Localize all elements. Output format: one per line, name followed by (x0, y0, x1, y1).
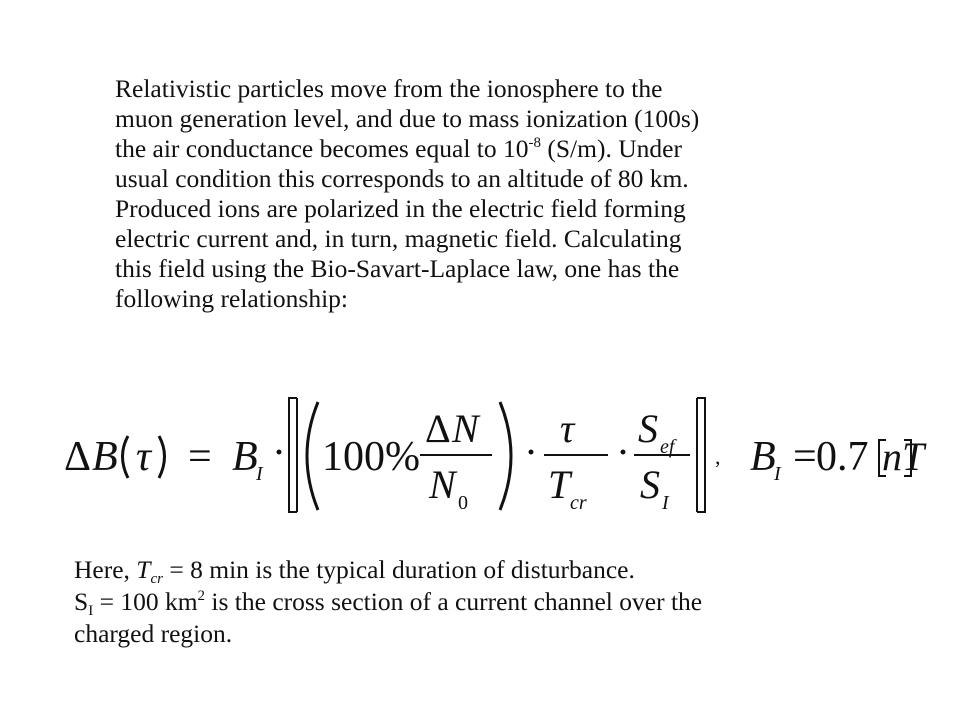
formula-paren-left (123, 436, 129, 478)
formula-big-paren-right (500, 402, 511, 510)
formula-equals: = (188, 434, 212, 480)
formula-delta: Δ (64, 434, 92, 480)
definition-SI-S: S (74, 587, 89, 616)
definition-Tcr-T: T (136, 555, 151, 584)
intro-line-6: electric current and, in turn, magnetic field. Calculating (115, 224, 682, 253)
intro-line-7: this field using the Bio-Savart-Laplace law, one has the (115, 254, 680, 283)
formula-BI2-base: B (750, 434, 776, 480)
formula-comma: , (715, 444, 721, 469)
intro-line-3 (115, 134, 855, 164)
formula-N0-sub: 0 (458, 492, 468, 514)
formula-N0-N: N (429, 462, 456, 507)
formula-big-paren-left (307, 402, 318, 510)
formula-Tcr-sub: cr (570, 492, 587, 514)
formula-paren-right (159, 436, 165, 478)
formula-SI-S: S (640, 462, 660, 507)
intro-line-3-pre: the air conductance becomes equal to 10 (115, 134, 529, 163)
intro-line-3-post: (S/m). Under (541, 134, 682, 163)
formula-dot-1: · (272, 430, 286, 476)
formula-deltaN-N: N (452, 406, 479, 451)
definition-Tcr-text: = 8 min is the typical duration of disturbance. (162, 555, 635, 584)
formula-dot-2: · (524, 430, 538, 476)
formula-Tcr-T: T (548, 462, 571, 507)
formula-BI-base: B (232, 434, 258, 480)
formula-deltaN-delta: Δ (425, 406, 451, 451)
definition-Tcr-sub: cr (150, 571, 163, 587)
formula-bracket-right (697, 398, 705, 512)
formula-tau-num: τ (560, 406, 575, 451)
formula-Sef-sub: ef (660, 436, 675, 458)
formula-bracket-left (289, 398, 297, 512)
formula-percent: 100% (322, 434, 420, 480)
formula-equals-2: = (793, 434, 817, 480)
definitions-paragraph (74, 554, 914, 650)
definition-SI-sup: 2 (197, 588, 206, 604)
formula-value: 0.7 (816, 434, 869, 480)
intro-line-8: following relationship: (115, 284, 349, 313)
definition-line-3: charged region. (74, 619, 233, 648)
definition-SI-mid: = 100 km (93, 587, 198, 616)
formula-Sef-S: S (638, 406, 658, 451)
definition-line-1 (74, 554, 914, 586)
formula-dot-3: · (616, 430, 630, 476)
intro-line-5: Produced ions are polarized in the electric field forming (115, 194, 686, 223)
definition-SI-text: is the cross section of a current channel over the (205, 587, 703, 616)
exponent: -8 (528, 135, 541, 151)
formula-tau: τ (136, 434, 152, 480)
formula-SI-sub: I (662, 492, 669, 514)
intro-line-1: Relativistic particles move from the ionosphere to the (115, 74, 663, 103)
intro-paragraph (115, 74, 855, 314)
definition-line-2 (74, 586, 914, 618)
formula-B: B (92, 434, 118, 480)
formula-BI2-sub: I (774, 463, 781, 485)
formula-unit: nT (882, 434, 925, 479)
formula-svg (60, 392, 925, 522)
formula-BI-sub: I (256, 463, 263, 485)
intro-line-2: muon generation level, and due to mass ionization (100s) (115, 104, 700, 133)
intro-line-4: usual condition this corresponds to an altitude of 80 km. (115, 164, 689, 193)
definition-here: Here, (74, 555, 137, 584)
definition-SI-sub: I (88, 603, 94, 619)
magnetic-field-formula (60, 392, 925, 522)
